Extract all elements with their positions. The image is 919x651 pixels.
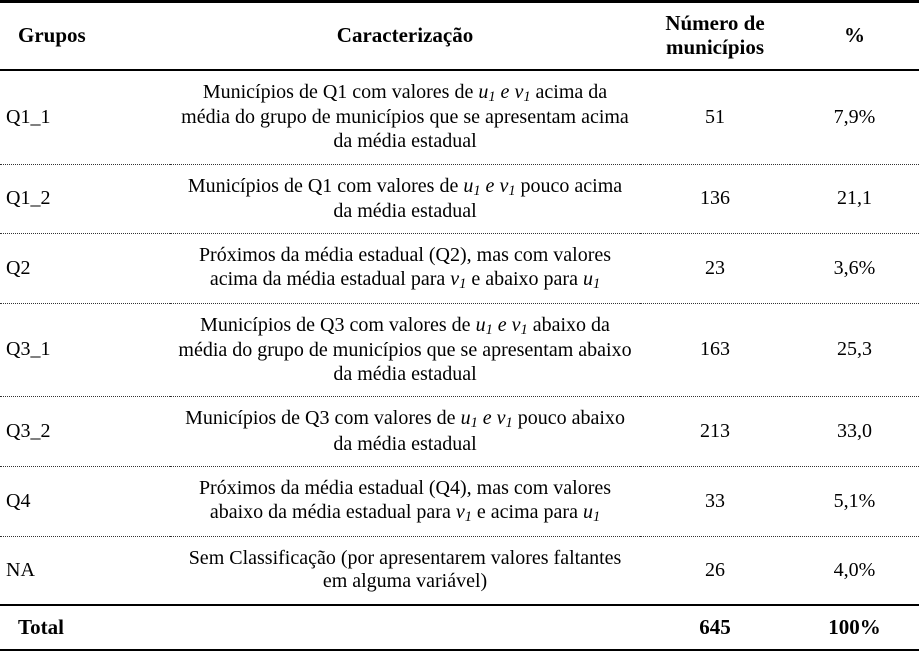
cell-group: Q3_1 [0, 304, 170, 397]
column-header-grupos: Grupos [0, 2, 170, 71]
cell-percent: 25,3 [790, 304, 919, 397]
header-row [0, 2, 919, 71]
table-body [0, 70, 919, 650]
cell-percent: 33,0 [790, 397, 919, 467]
cell-percent: 5,1% [790, 467, 919, 537]
table-header [0, 2, 919, 71]
cell-characterization: Próximos da média estadual (Q2), mas com valores acima da média estadual para $v_1$ e abaixo para $u_1$ [170, 234, 640, 304]
cell-total-count: 645 [640, 605, 790, 650]
cell-characterization: Sem Classificação (por apresentarem valores faltantes em alguma variável) [170, 536, 640, 605]
table-row [0, 536, 919, 605]
cell-group: NA [0, 536, 170, 605]
cell-count: 213 [640, 397, 790, 467]
cell-count: 33 [640, 467, 790, 537]
cell-characterization: Municípios de Q1 com valores de $u_1$ e $v_1$ acima da média do grupo de municípios que se apresentam acima da média estadual [170, 70, 640, 164]
cell-count: 23 [640, 234, 790, 304]
table-total-row [0, 605, 919, 650]
cell-total-label: Total [0, 605, 170, 650]
cell-percent: 7,9% [790, 70, 919, 164]
cell-characterization: Municípios de Q3 com valores de $u_1$ e $v_1$ abaixo da média do grupo de municípios que se apresentam abaixo da média estadual [170, 304, 640, 397]
table-row [0, 304, 919, 397]
table-row [0, 397, 919, 467]
cell-count: 51 [640, 70, 790, 164]
cell-percent: 4,0% [790, 536, 919, 605]
cell-count: 136 [640, 164, 790, 234]
column-header-caracterizacao: Caracterização [170, 2, 640, 71]
cell-group: Q1_1 [0, 70, 170, 164]
cell-count: 163 [640, 304, 790, 397]
column-header-percent: % [790, 2, 919, 71]
cell-percent: 3,6% [790, 234, 919, 304]
cell-total-percent: 100% [790, 605, 919, 650]
table-row [0, 467, 919, 537]
column-header-numero-municipios: Número de municípios [640, 2, 790, 71]
table-row [0, 70, 919, 164]
cell-characterization: Municípios de Q3 com valores de $u_1$ e $v_1$ pouco abaixo da média estadual [170, 397, 640, 467]
cell-group: Q4 [0, 467, 170, 537]
cell-count: 26 [640, 536, 790, 605]
cell-characterization: Próximos da média estadual (Q4), mas com valores abaixo da média estadual para $v_1$ e acima para $u_1$ [170, 467, 640, 537]
table-row [0, 234, 919, 304]
cell-percent: 21,1 [790, 164, 919, 234]
cell-group: Q1_2 [0, 164, 170, 234]
cell-group: Q3_2 [0, 397, 170, 467]
cell-total-characterization [170, 605, 640, 650]
table-row [0, 164, 919, 234]
cell-characterization: Municípios de Q1 com valores de $u_1$ e $v_1$ pouco acima da média estadual [170, 164, 640, 234]
cell-group: Q2 [0, 234, 170, 304]
